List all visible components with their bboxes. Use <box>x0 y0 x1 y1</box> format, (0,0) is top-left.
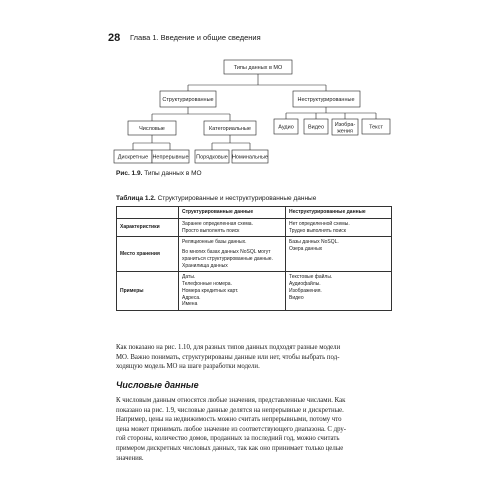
label-images-line2: жения <box>337 128 353 135</box>
cell-line: Заранее определенная схема. <box>182 220 253 227</box>
label-root: Типы данных в МО <box>233 65 283 71</box>
data-types-diagram <box>108 55 408 167</box>
cell-line: Во многих базах данных NoSQL могут <box>182 249 271 255</box>
cell-line: Трудно выполнять поиск <box>289 227 346 234</box>
table-row <box>117 218 392 237</box>
cell-line: Даты. <box>182 274 196 281</box>
cell-line: Видео <box>289 294 304 301</box>
cell-line: Нет определенной схемы. <box>289 220 350 227</box>
cell-line: Аудиофайлы. <box>289 281 321 287</box>
figure-caption-label: Рис. 1.9. <box>116 170 143 177</box>
table-header-empty <box>117 207 179 219</box>
table-header-structured: Структурированные данные <box>179 207 286 219</box>
paragraph-line: Например, цены на недвижимость можно считать непрерывными, потому что <box>116 416 342 424</box>
table-header-row <box>117 207 392 219</box>
cell-line: Текстовые файлы. <box>289 274 333 281</box>
paragraph-numeric-data <box>116 396 392 463</box>
label-nominal: Номинальные <box>231 154 269 161</box>
label-ordinal: Порядковые <box>196 154 228 161</box>
label-structured: Структурированные <box>162 97 214 103</box>
paragraph-line: цена может принимать любое значение из соответствующего диапазона. С дру- <box>116 425 347 433</box>
paragraph-line: примером дискретных числовых данных, так как оно принимает только целые <box>116 444 344 452</box>
data-table <box>116 206 392 311</box>
row-label: Характеристики <box>117 218 179 237</box>
page-header <box>108 32 408 48</box>
table-caption-text: Структурированные и неструктурированные данные <box>157 195 317 202</box>
figure-caption-text: Типы данных в МО <box>144 170 202 177</box>
paragraph-line: показано на рис. 1.9, числовые данные делятся на непрерывные и дискретные. <box>116 406 344 414</box>
paragraph-models <box>116 343 392 372</box>
label-numeric: Числовые <box>139 126 165 132</box>
chapter-title: Глава 1. Введение и общие сведения <box>130 33 261 42</box>
table-row <box>117 272 392 311</box>
cell-structured <box>179 272 286 311</box>
label-video: Видео <box>307 124 325 131</box>
cell-line: Озера данных <box>289 246 323 252</box>
paragraph-line: К числовым данным относятся любые значения, представленные числами. Как <box>116 397 346 404</box>
cell-unstructured <box>286 237 392 272</box>
table-caption-label: Таблица 1.2. <box>116 195 156 202</box>
cell-line: Имена <box>182 301 198 308</box>
row-label: Место хранения <box>117 237 179 272</box>
table-row <box>117 237 392 272</box>
cell-line: Изображения. <box>289 287 322 294</box>
cell-line: Просто выполнять поиск <box>182 227 240 234</box>
label-discrete: Дискретные <box>117 154 149 161</box>
cell-line: Телефонные номера. <box>182 281 232 287</box>
paragraph-line: гой стороны, количество домов, проданных за последний год, можно считать <box>116 435 340 443</box>
label-unstructured: Неструктурированные <box>297 97 355 103</box>
paragraph-line: значения. <box>116 454 144 462</box>
cell-unstructured <box>286 218 392 237</box>
label-categorical: Категориальные <box>209 126 251 132</box>
cell-line: Базы данных NoSQL. <box>289 239 339 246</box>
section-title: Числовые данные <box>116 380 199 390</box>
label-images-line1: Изобра- <box>334 122 356 128</box>
cell-line: Номера кредитных карт. <box>182 287 239 294</box>
paragraph-line: ходящую модель МО на шаге разработки модели. <box>116 363 260 371</box>
cell-line: Адреса. <box>182 294 201 301</box>
table-header-unstructured: Неструктурированные данные <box>286 207 392 219</box>
label-continuous: Непрерывные <box>152 154 189 161</box>
cell-line: храниться структурированные данные. <box>182 255 273 262</box>
figure-caption <box>116 170 202 177</box>
cell-structured <box>179 237 286 272</box>
cell-line: Хранилища данных <box>182 262 228 269</box>
cell-structured <box>179 218 286 237</box>
row-label: Примеры <box>117 272 179 311</box>
label-audio: Аудио <box>278 124 294 131</box>
cell-line: Реляционные базы данных. <box>182 239 247 246</box>
paragraph-line: Как показано на рис. 1.10, для разных типов данных подходят разные модели <box>116 344 341 351</box>
page-number: 28 <box>108 32 121 44</box>
cell-unstructured <box>286 272 392 311</box>
paragraph-line: МО. Важно понимать, структурированы данные или нет, чтобы выбрать под- <box>116 353 340 361</box>
label-text: Текст <box>369 124 383 131</box>
table-caption <box>116 195 316 202</box>
